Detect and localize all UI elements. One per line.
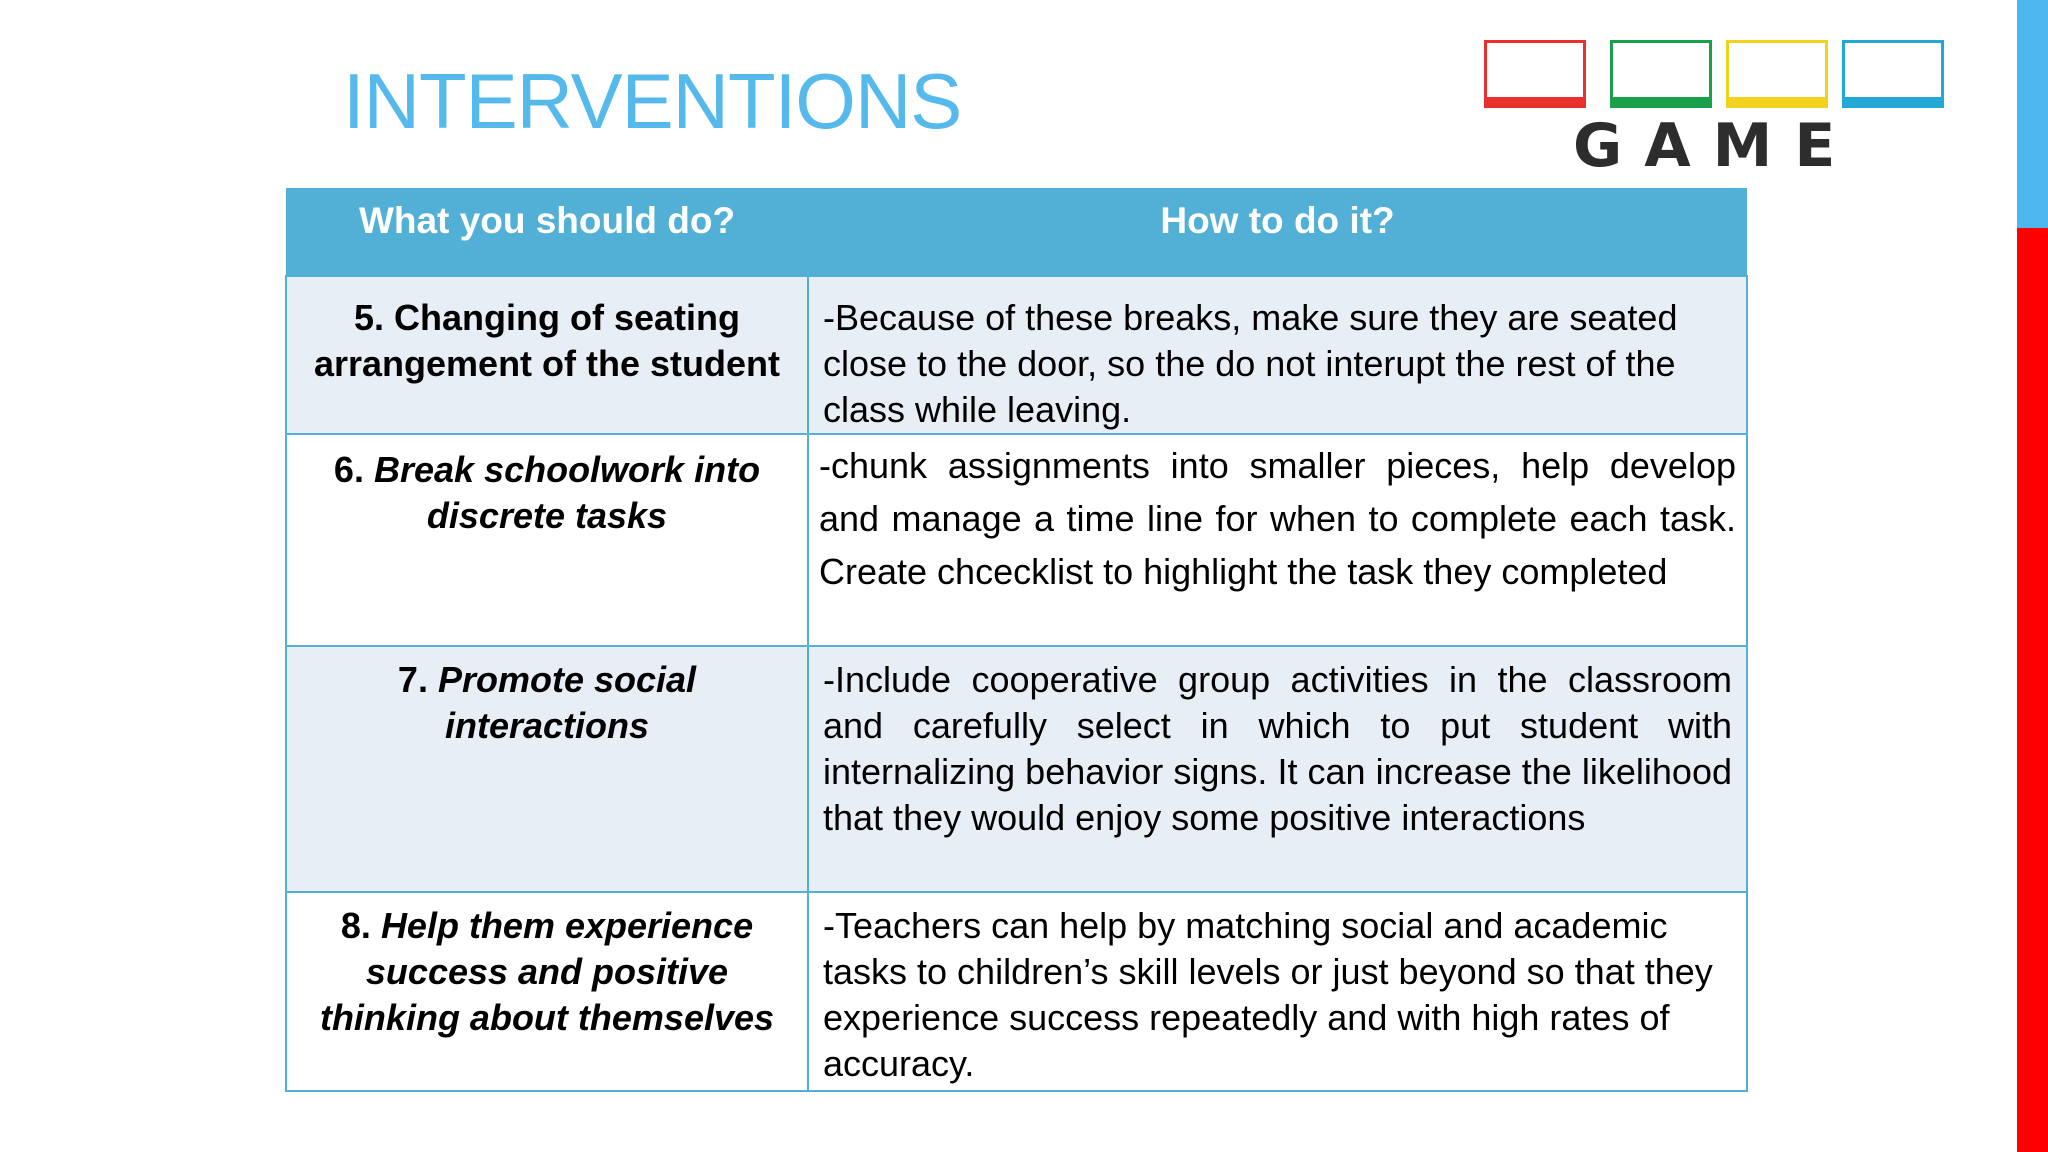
accent-bar-bottom	[2017, 228, 2048, 1152]
slide-title: INTERVENTIONS	[343, 57, 962, 145]
logo-box-blue	[1842, 40, 1944, 108]
item-number: 8.	[340, 905, 371, 946]
item-title: Help them experience success and positive thinking about themselves	[319, 905, 775, 1038]
how-cell: -Teachers can help by matching social and academic tasks to children’s skill levels or just beyond so that they experience success repeatedly and with high rates of accuracy.	[808, 892, 1747, 1091]
header-what: What you should do?	[286, 188, 808, 276]
item-title: Promote social interactions	[437, 659, 697, 746]
how-cell: -Because of these breaks, make sure they are seated close to the door, so the do not interupt the rest of the class while leaving.	[808, 276, 1747, 434]
how-cell: -Include cooperative group activities in the classroom and carefully select in which to put student with internalizing behavior signs. It can increase the likelihood that they would enjoy some positive interactions	[808, 646, 1747, 892]
table-row	[286, 892, 1747, 1091]
table-row	[286, 276, 1747, 434]
item-number: 7.	[397, 659, 428, 700]
what-cell	[286, 276, 808, 434]
what-cell	[286, 646, 808, 892]
item-title: Break schoolwork into discrete tasks	[373, 449, 761, 536]
logo-box-green	[1610, 40, 1712, 108]
table-header-row	[286, 188, 1747, 276]
table-row	[286, 646, 1747, 892]
item-number: 6.	[333, 449, 364, 490]
interventions-table	[285, 188, 1748, 1092]
logo-text: GAME	[1573, 111, 1858, 181]
logo-bar-red	[1484, 97, 1586, 108]
item-number: 5.	[353, 297, 384, 338]
accent-bar-top	[2017, 0, 2048, 228]
what-cell	[286, 434, 808, 646]
item-title: Changing of seating arrangement of the student	[313, 297, 781, 384]
logo-box-red	[1484, 40, 1586, 108]
what-cell	[286, 892, 808, 1091]
logo-bar-yellow	[1726, 97, 1828, 108]
game-logo	[1480, 34, 1965, 184]
logo-bar-green	[1610, 97, 1712, 108]
header-how: How to do it?	[808, 188, 1747, 276]
how-cell: -chunk assignments into smaller pieces, help develop and manage a time line for when to complete each task. Create chcecklist to highlight the task they completed	[808, 434, 1747, 646]
logo-bar-blue	[1842, 97, 1944, 108]
table-row	[286, 434, 1747, 646]
logo-box-yellow	[1726, 40, 1828, 108]
